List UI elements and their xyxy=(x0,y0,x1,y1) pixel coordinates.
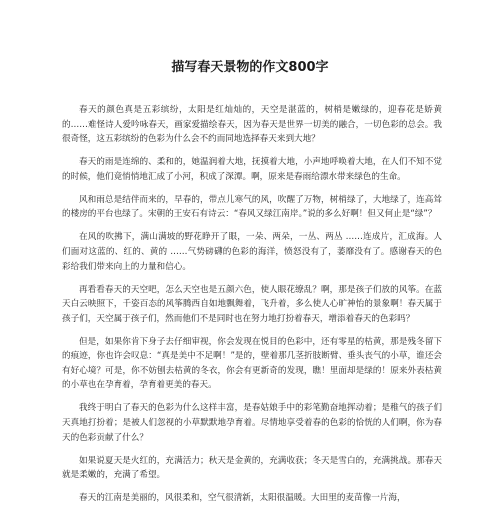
paragraph: 但是，如果你肯下身子去仔细审视，你会发现在悦目的色彩中，还有零星的枯黄，那是残冬留下的痕迹，你也许会叹息：“真是美中不足啊！”是的，壁着那几茎折肢断臂、垂头丧气的小草，谁还会有好心境？可是，你不妨刨去枯黄的冬衣，你会有更新奇的发现，瞧！里面却是绿的！原来外表枯黄的小草也在孕育着，孕育着更美的春天。 xyxy=(62,336,442,391)
paragraph: 风和雨总是结伴而来的，早春的，带点儿寒气的风，吹醒了万物，树梢绿了，大地绿了，连高耸的楼房的平台也绿了。宋朝的王安石有诗云：“春风又绿江南岸。”说的多么好啊！但又何止是“绿”？ xyxy=(62,194,442,220)
paragraph: 再看看春天的天空吧，怎么天空也是五颜六色，使人眼花缭乱？啊，那是孩子们放的风筝。在蓝天白云映照下，千姿百态的风筝腾西自如地飘舞着，飞升着，多么使人心旷神怡的景象啊！春天属于孩子们，天空属于孩子们，然而他们不是同时也在努力地打扮着春天，增添着春天的色彩吗？ xyxy=(62,284,442,324)
paragraph: 我终于明白了春天的色彩为什么这样丰富，是春姑娘手中的彩笔勤奋地挥动着；是稚气的孩子们天真地打扮着；是被人们忽视的小草默默地孕育着。尽情地享受着春的色彩的恰恍的人们啊，你为春天的色彩贡献了什么？ xyxy=(62,403,442,443)
paragraph: 春天的江南是美丽的，风很柔和，空气很清新，太阳很温暖。大田里的麦苗像一片海， xyxy=(79,493,406,504)
page-title: 描写春天景物的作文800字 xyxy=(171,60,329,75)
paragraph: 春天的雨是连绵的、柔和的，她温润着大地，抚摸着大地，小声地呼唤着大地，在人们不知不觉的时候，他们竟悄悄地汇成了小河，积成了深潭。啊，原来是春雨给漂水带来绿色的生命。 xyxy=(62,157,442,182)
paragraph: 如果说夏天是火红的，充满活力；秋天是金黄的，充满收获；冬天是雪白的，充满挑战。那春天就是柔嫩的，充满了希望。 xyxy=(62,455,442,481)
paragraph: 在风的吹拂下，满山满坡的野花睁开了眼，一朵、两朵，一丛、两丛 ……连成片，汇成海。人们面对这蓝的、红的、黄的 ……气势磅礴的色彩的海洋，愤怒没有了，萎靡没有了。感谢春天的色彩给我们带来向上的力量和信心。 xyxy=(62,232,442,272)
article-body xyxy=(62,103,442,514)
paragraph: 春天的颜色真是五彩缤纷，太阳是红灿灿的，天空是湛蓝的，树梢是嫩绿的，迎春花是娇黄的……难怪诗人爱吟咏春天，画家爱描绘春天，因为春天是世界一切美的融合，一切色彩的总会。我很奇怪，这五彩缤纷的色彩为什么会不约而同地选择春天来到大地？ xyxy=(62,105,442,145)
